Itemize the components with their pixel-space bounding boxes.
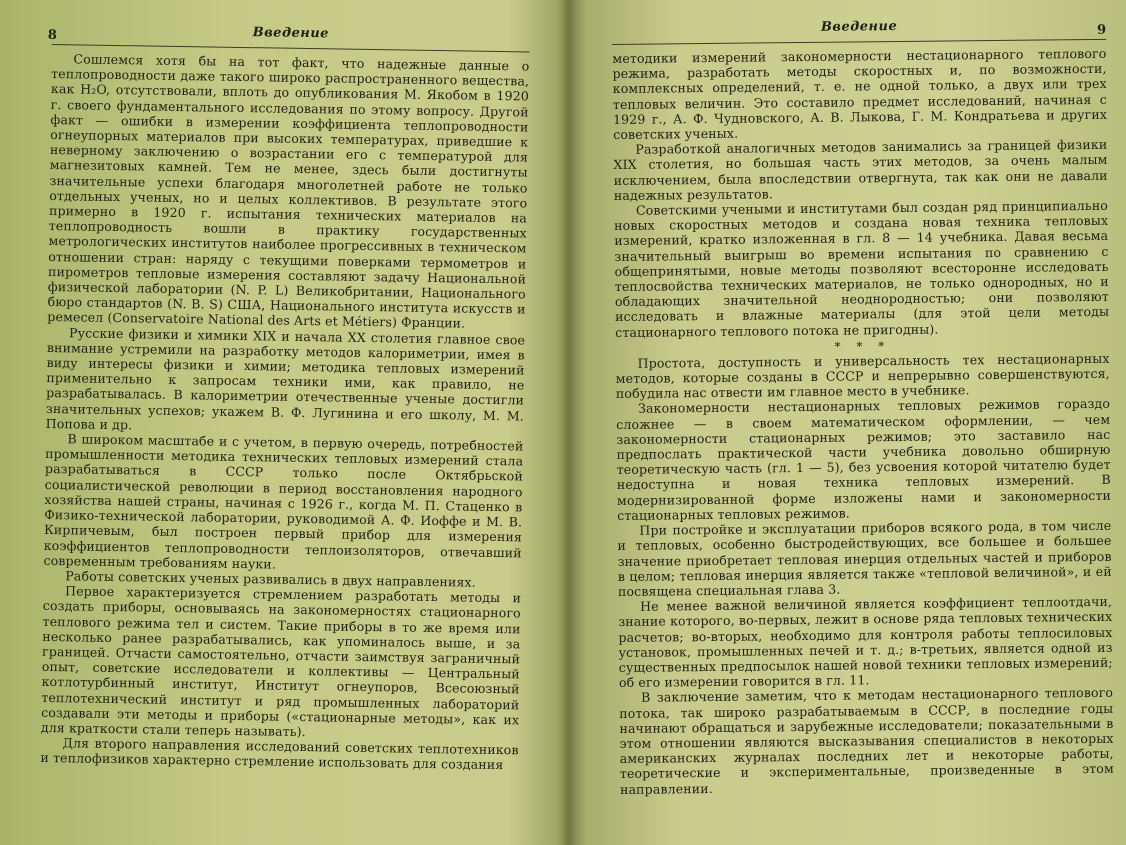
right-paragraph: Не менее важной величиной является коэффициент теплоотдачи, знание которого, во-первых, лежит в основе ряда тепловых технических расчетов; во-вторых, необходимо для контроля работы теплосиловых установок, промышленных печей и т. д.; в-третьих, является одной из существенных предпосылок нашей новой техники тепловых измерений; об его измерении говорится в гл. 11. [618,593,1113,691]
right-paragraph: Разработкой аналогичных методов занимались за границей физики XIX столетия, но большая часть этих методов, за очень малым исключением, была впоследствии отвергнута, так как они не давали надежных результатов. [613,137,1108,203]
left-page-number: 8 [47,27,57,44]
left-paragraph: Первое характеризуется стремлением разработать методы и создать приборы, основываясь на закономерностях стационарного теплового режима тел и систем. Такие приборы в то же время или несколько ранее разрабатывались, как упоминалось выше, и за границей. Отчасти самостоятельно, отчасти заимствуя заграничный опыт, советские исследователи и коллективы — Центральный котлотурбинный институт, Институт огнеупоров, Всесоюзный теплотехнический институт и ряд промышленных лабораторий создавали эти методы и приборы («стационарные методы», как их для краткости стали теперь называть). [40,583,522,740]
left-paragraph: Работы советских ученых развивались в двух направлениях. [65,568,476,590]
left-paragraph: Для второго направления исследований советских теплотехников и теплофизиков характерно стремление использовать для создания [40,735,519,773]
left-running-title: Введение [252,25,330,42]
right-page-content [612,17,1114,797]
right-paragraph: Простота, доступность и универсальность тех нестационарных методов, которые созданы в СССР и непрерывно совершенствуются, побудила нас отвести им главное место в учебнике. [615,350,1110,402]
left-paragraph: Сошлемся хотя бы на тот факт, что надежные данные о теплопроводности даже такого широко распространенного вещества, как H₂O, отсутствовали, вплоть до опубликования М. Якобом в 1920 г. своего фундаментального исследования по этому вопросу. Другой факт — ошибки в измерении коэффициента теплопроводности огнеупорных материалов при высоких температурах, приведшие к неверному заключению о возрастании его с температурой для магнезитовых камней. Тем не менее, здесь были достигнуты значительные успехи благодаря многолетней работе не только отдельных ученых, но и целых коллективов. В результате этого примерно в 1920 г. испытания технических материалов на теплопроводность вошли в практику государственных метрологических институтов наиболее прогрессивных в техническом отношении стран: наряду с текущими поверками термометров и пирометров тепловые измерения составляют задачу Национальной физической лаборатории (N. P. L) Великобритании, Национального бюро стандартов (N. B. S) США, Национального института искусств и ремесел (Conservatoire National des Arts et Métiers) Франции. [47,51,530,331]
right-page-number: 9 [1096,22,1107,38]
right-page [572,0,1126,845]
section-break: * * * [834,338,891,354]
right-running-head [612,17,1106,45]
left-running-head [47,22,530,53]
right-paragraph: В заключение заметим, что к методам нестационарного теплового потока, так широко разрабатываемым в СССР, в последние годы начинают обращаться и зарубежные исследователи; показательными в этом отношении являются высказывания специалистов в некоторых американских журналах последних лет и некоторые работы, теоретические и экспериментальные, произведенные в этом направлении. [619,685,1114,797]
left-page-content [40,22,530,773]
right-paragraph-continued: методики измерений закономерности нестационарного теплового режима, разработать методы скоростных и, по возможности, комплексных определений, т. е. не одной только, а двух или трех тепловых величин. Это составило предмет исследований, начиная с 1929 г., А. Ф. Чудновского, А. В. Лыкова, Г. М. Кондратьева и других советских ученых. [612,45,1108,143]
left-page [0,0,560,845]
right-running-title: Введение [820,19,898,35]
left-paragraph: В широком масштабе и с учетом, в первую очередь, потребностей промышленности методика технических тепловых измерений стала разрабатываться в СССР только после Октябрьской социалистической революции в период восстановления народного хозяйства нашей страны, начиная с 1926 г., когда М. П. Стаценко в Физико-технической лаборатории, руководимой А. Ф. Иоффе и М. В. Кирпичевым, был построен первый прибор для измерения коэффициентов теплопроводности теплоизоляторов, отвечавший современным требованиям науки. [43,431,524,572]
right-paragraph: При постройке и эксплуатации приборов всякого рода, в том числе и тепловых, особенно быстродействующих, все большее и большее значение приобретает тепловая инерция отдельных частей и приборов в целом; тепловая инерция является также «тепловой величиной», и ей посвящена специальная глава 3. [617,517,1112,599]
left-paragraph: Русские физики и химики XIX и начала XX столетия главное свое внимание устремили на разработку методов калориметрии, имея в виду интересы физики и химии; методика тепловых измерений применительно к запросам техники ими, как правило, не разрабатывалась. В калориметрии отечественные ученые достигли значительных успехов; укажем В. Ф. Лугинина и его школу, М. М. Попова и др. [45,324,526,433]
right-paragraph: Закономерности нестационарных тепловых режимов гораздо сложнее — в своем математическом оформлении, — чем закономерности стационарных режимов; это заставило нас предпослать практической части учебника довольно обширную теоретическую часть (гл. 1 — 5), без усвоения которой читателю будет недоступна и новая техника тепловых измерений. В модернизированной форме изложены нами и закономерности стационарных тепловых режимов. [616,396,1112,523]
right-paragraph: Советскими учеными и институтами был создан ряд принципиально новых скоростных методов и создана новая техника тепловых измерений, кратко изложенная в гл. 8 — 14 учебника. Давая весьма значительный выигрыш во времени испытания по сравнению с общепринятыми, новые методы позволяют всесторонне исследовать теплосвойства технических материалов, не только однородных, но и обладающих значительной неоднородностью; они позволяют исследовать и влажные материалы (для этой цели методы стационарного теплового потока не пригодны). [614,197,1110,340]
